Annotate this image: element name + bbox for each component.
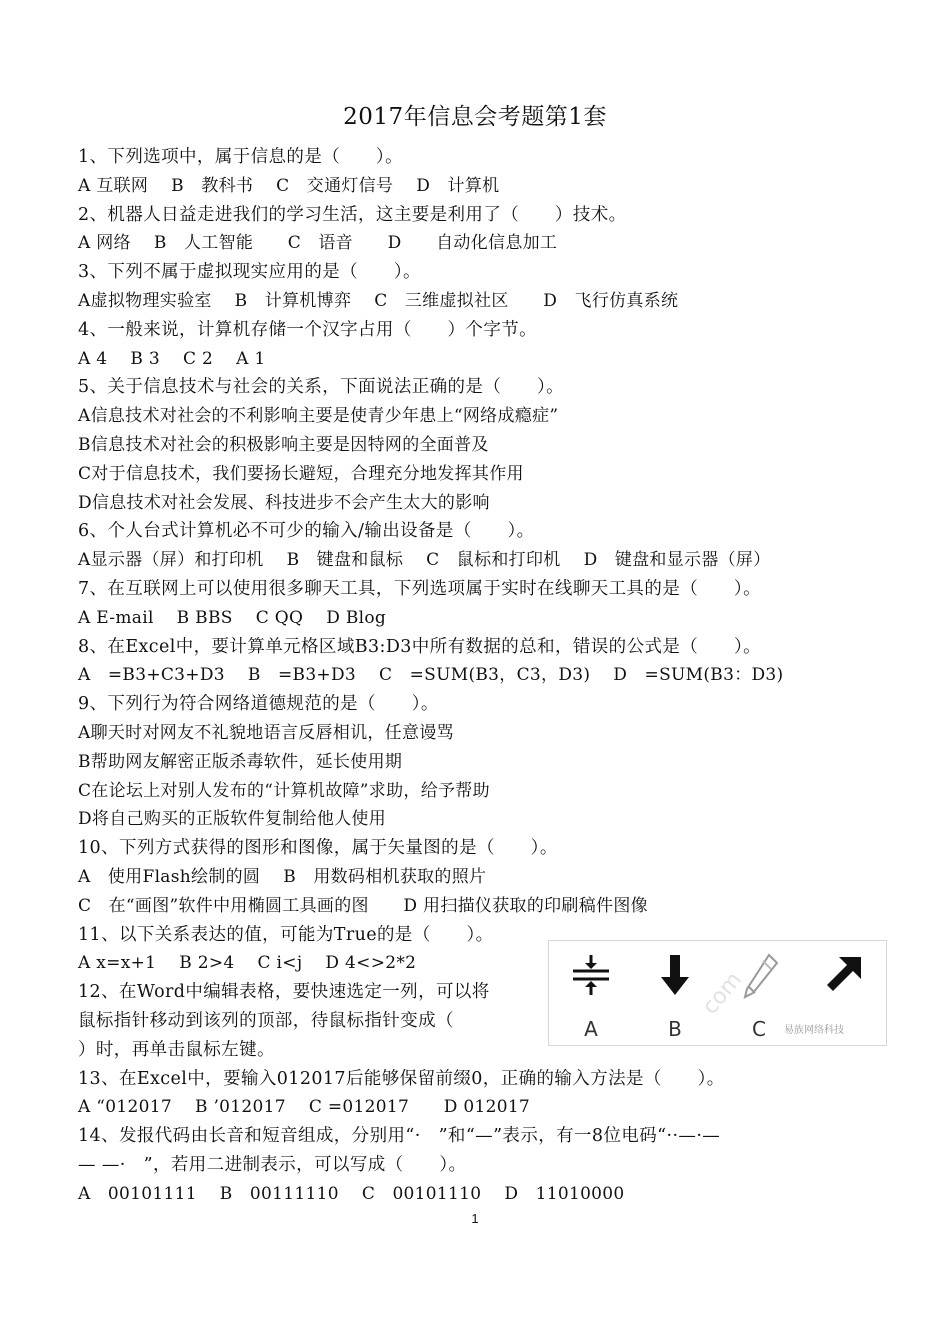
option-line: A虚拟物理实验室 B 计算机博弈 C 三维虚拟社区 D 飞行仿真系统: [78, 290, 679, 311]
option-line: A 互联网 B 教科书 C 交通灯信号 D 计算机: [78, 175, 500, 196]
down-arrow-pointer-icon: [649, 949, 701, 1009]
option-line: A 网络 B 人工智能 C 语音 D 自动化信息加工: [78, 233, 558, 254]
question-line: 3、下列不属于虚拟现实应用的是（ ）。: [78, 262, 421, 283]
page-title: 2017年信息会考题第1套: [343, 104, 607, 130]
watermark-arc: com: [697, 967, 748, 1020]
option-line: A 00101111 B 00111110 C 00101110 D 11010000: [78, 1183, 625, 1204]
option-line: A聊天时对网友不礼貌地语言反唇相讥，任意谩骂: [78, 722, 454, 743]
option-line: A 4 B 3 C 2 A 1: [78, 348, 266, 369]
question-line: 8、在Excel中，要计算单元格区域B3:D3中所有数据的总和，错误的公式是（ ）。: [78, 636, 762, 657]
question-line: 12、在Word中编辑表格，要快速选定一列，可以将: [78, 982, 490, 1003]
option-line: A E-mail B BBS C QQ D Blog: [78, 607, 387, 628]
page-number: 1: [471, 1211, 479, 1226]
option-line: D将自己购买的正版软件复制给他人使用: [78, 809, 387, 830]
option-line: A x=x+1 B 2>4 C i<j D 4<>2*2: [78, 953, 417, 974]
question-line: 13、在Excel中，要输入012017后能够保留前缀0，正确的输入方法是（ ）。: [78, 1068, 725, 1089]
option-line: A “012017 B ’012017 C =012017 D 012017: [78, 1097, 531, 1118]
option-line: C 在“画图”软件中用椭圆工具画的图 D 用扫描仪获取的印刷稿件图像: [78, 895, 648, 916]
option-line: A =B3+C3+D3 B =B3+D3 C =SUM(B3，C3，D3) D =SUM(B3：D3): [78, 665, 784, 686]
pointer-caption-a: A: [584, 1017, 598, 1041]
diagonal-arrow-pointer-icon: [817, 949, 869, 1009]
question-line: — —· ”，若用二进制表示，可以写成（ ）。: [78, 1154, 467, 1175]
option-line: B帮助网友解密正版杀毒软件，延长使用期: [78, 751, 403, 772]
question-line: 7、在互联网上可以使用很多聊天工具，下列选项属于实时在线聊天工具的是（ ）。: [78, 578, 761, 599]
question-line: 6、个人台式计算机必不可少的输入/输出设备是（ ）。: [78, 521, 535, 542]
question-line: 4、一般来说，计算机存储一个汉字占用（ ）个字节。: [78, 319, 538, 340]
question-list: [78, 143, 878, 1208]
pointer-figure: [548, 940, 887, 1046]
option-line: C对于信息技术，我们要扬长避短，合理充分地发挥其作用: [78, 463, 524, 484]
pointer-caption-b: B: [668, 1017, 682, 1041]
option-line: C在论坛上对别人发布的“计算机故障”求助，给予帮助: [78, 780, 490, 801]
question-line: 9、下列行为符合网络道德规范的是（ ）。: [78, 694, 439, 715]
question-line: 10、下列方式获得的图形和图像，属于矢量图的是（ ）。: [78, 838, 558, 859]
option-line: A显示器（屏）和打印机 B 键盘和鼠标 C 鼠标和打印机 D 键盘和显示器（屏）: [78, 550, 771, 571]
question-line: 11、以下关系表达的值，可能为True的是（ ）。: [78, 924, 494, 945]
question-line: ）时，再单击鼠标左键。: [78, 1039, 275, 1060]
option-line: D信息技术对社会发展、科技进步不会产生太大的影响: [78, 492, 490, 513]
option-line: A 使用Flash绘制的圆 B 用数码相机获取的照片: [78, 866, 487, 887]
pointer-option-a: [549, 941, 633, 1045]
question-line: 1、下列选项中，属于信息的是（ ）。: [78, 147, 403, 167]
option-line: A信息技术对社会的不利影响主要是使青少年患上“网络成瘾症”: [78, 406, 559, 427]
question-line: 14、发报代码由长音和短音组成，分别用“· ”和“—”表示，有一8位电码“··—·—: [78, 1126, 721, 1147]
question-line: 鼠标指针移动到该列的顶部，待鼠标指针变成（: [78, 1010, 454, 1031]
question-line: 2、机器人日益走进我们的学习生活，这主要是利用了（ ）技术。: [78, 204, 627, 225]
pointer-caption-c: C: [752, 1017, 766, 1041]
split-pointer-icon: [565, 949, 617, 1009]
watermark-text: 易族网络科技: [784, 1025, 844, 1036]
pointer-option-b: [633, 941, 717, 1045]
question-line: 5、关于信息技术与社会的关系，下面说法正确的是（ ）。: [78, 377, 565, 398]
option-line: B信息技术对社会的积极影响主要是因特网的全面普及: [78, 434, 489, 455]
